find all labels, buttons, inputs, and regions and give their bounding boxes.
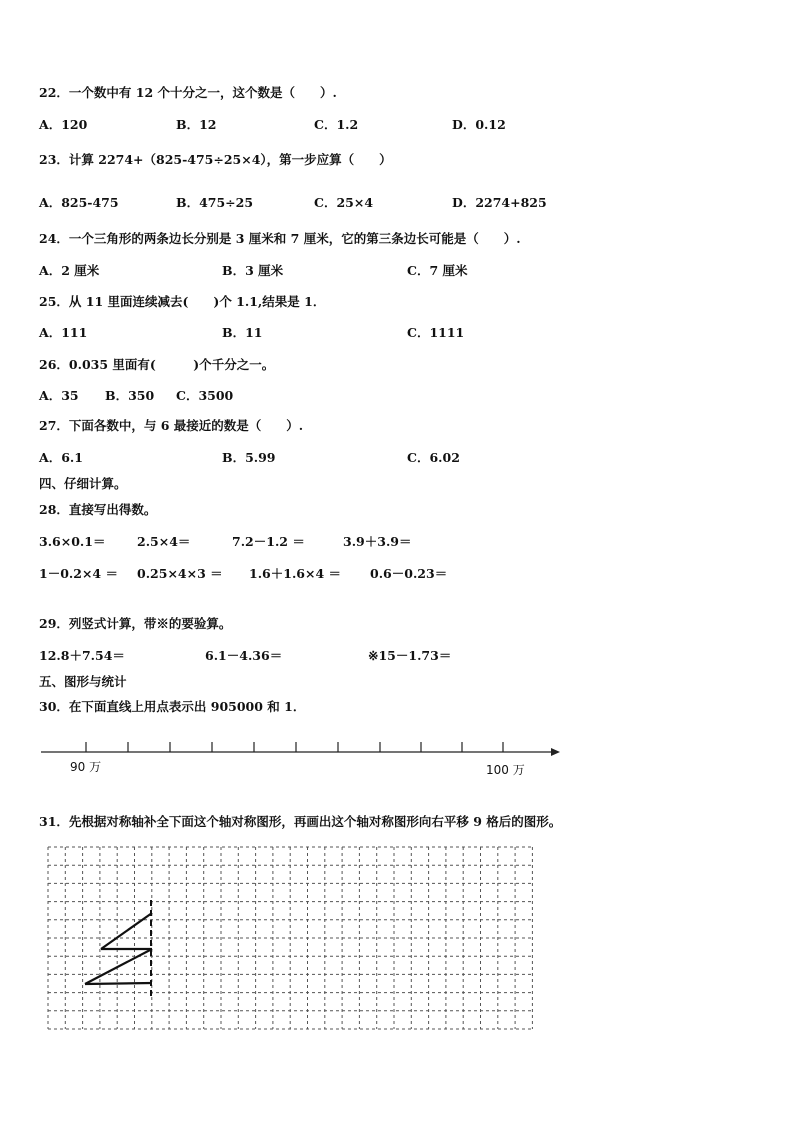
q25-option-a: A．111 [39,325,88,340]
q28-expr: 3.9＋3.9＝ [343,534,412,549]
q25-stem: 25．从 11 里面连续减去( )个 1.1,结果是 1． [39,294,326,309]
q27-option-c: C．6.02 [407,450,460,465]
section-4-heading: 四、仔细计算。 [39,476,127,491]
shape-segment [85,949,152,984]
q22-option-d: D．0.12 [452,117,506,132]
q23-stem: 23．计算 2274+（825-475÷25×4），第一步应算（ ） [39,152,392,167]
dotted-grid [48,847,532,1029]
q25-option-c: C．1111 [407,325,465,340]
q25-option-b: B．11 [222,325,263,340]
q31-stem: 31．先根据对称轴补全下面这个轴对称图形，再画出这个轴对称图形向右平移 9 格后的图形。 [39,814,562,829]
q27-option-b: B．5.99 [222,450,276,465]
q28-expr: 1－0.2×4 ＝ [39,566,118,581]
q23-option-a: A．825-475 [39,195,119,210]
q22-option-c: C．1.2 [314,117,359,132]
number-line-right-label: 100 万 [486,763,525,777]
shape-segment [85,983,152,984]
q26-option-c: C．3500 [176,388,234,403]
q29-item: 12.8＋7.54＝ [39,648,125,663]
q27-option-a: A．6.1 [39,450,83,465]
q22-option-b: B．12 [176,117,217,132]
q26-option-a: A．35 [39,388,79,403]
q28-expr: 0.6－0.23＝ [370,566,448,581]
q23-option-d: D．2274+825 [452,195,547,210]
q29-item: 6.1－4.36＝ [205,648,283,663]
q29-stem: 29．列竖式计算，带※的要验算。 [39,616,232,631]
q26-stem: 26．0.035 里面有( )个千分之一。 [39,357,275,372]
q28-expr: 1.6＋1.6×4 ＝ [249,566,342,581]
q28-expr: 0.25×4×3 ＝ [137,566,223,581]
section-5-heading: 五、图形与统计 [39,674,127,689]
q29-item: ※15－1.73＝ [368,648,452,663]
q28-expr: 7.2－1.2 ＝ [232,534,305,549]
q28-expr: 3.6×0.1＝ [39,534,106,549]
q24-option-c: C．7 厘米 [407,263,468,278]
q23-option-b: B．475÷25 [176,195,254,210]
q24-stem: 24．一个三角形的两条边长分别是 3 厘米和 7 厘米，它的第三条边长可能是（ ）. [39,231,521,246]
shape-segment [101,913,152,949]
q28-expr: 2.5×4＝ [137,534,191,549]
number-line-left-label: 90 万 [70,760,102,774]
q22-stem: 22．一个数中有 12 个十分之一，这个数是（ ）. [39,85,337,100]
q22-option-a: A．120 [39,117,88,132]
q27-stem: 27．下面各数中，与 6 最接近的数是（ ）. [39,418,304,433]
q23-option-c: C．25×4 [314,195,374,210]
q24-option-b: B．3 厘米 [222,263,284,278]
q28-stem: 28．直接写出得数。 [39,502,157,517]
q24-option-a: A．2 厘米 [39,263,100,278]
q30-stem: 30．在下面直线上用点表示出 905000 和 1． [39,699,306,714]
q26-option-b: B．350 [105,388,155,403]
symmetric-shape-half [85,913,152,984]
